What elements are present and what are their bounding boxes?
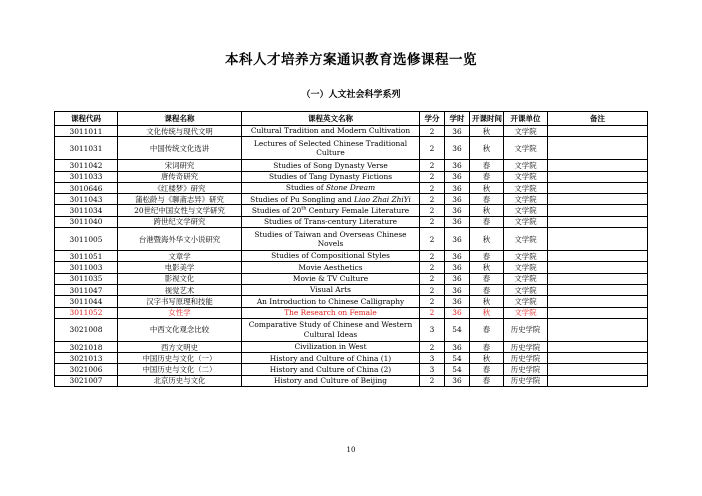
course-hours-cell: 36 bbox=[445, 341, 470, 352]
course-hours-cell: 36 bbox=[445, 307, 470, 318]
course-hours-cell: 36 bbox=[445, 182, 470, 193]
page-title: 本科人才培养方案通识教育选修课程一览 bbox=[225, 52, 477, 68]
course-hours-cell: 36 bbox=[445, 216, 470, 227]
course-name-cell: 《红楼梦》研究 bbox=[118, 182, 242, 193]
course-credit-cell: 2 bbox=[420, 296, 445, 307]
course-remark-cell bbox=[548, 194, 648, 205]
course-term-cell: 秋 bbox=[470, 353, 504, 364]
course-unit-cell: 历史学院 bbox=[504, 353, 548, 364]
course-remark-cell bbox=[548, 228, 648, 251]
course-hours-cell: 36 bbox=[445, 171, 470, 182]
course-hours-cell: 54 bbox=[445, 364, 470, 375]
course-unit-cell: 历史学院 bbox=[504, 318, 548, 341]
course-remark-cell bbox=[548, 364, 648, 375]
course-hours-cell: 36 bbox=[445, 137, 470, 160]
course-remark-cell bbox=[548, 171, 648, 182]
course-unit-cell: 文学院 bbox=[504, 182, 548, 193]
course-remark-cell bbox=[548, 341, 648, 352]
course-name-cell: 影视文化 bbox=[118, 273, 242, 284]
course-remark-cell bbox=[548, 273, 648, 284]
course-remark-cell bbox=[548, 353, 648, 364]
course-table bbox=[54, 111, 648, 387]
header-english: 课程英文名称 bbox=[242, 112, 420, 126]
course-remark-cell bbox=[548, 126, 648, 137]
course-unit-cell: 文学院 bbox=[504, 137, 548, 160]
course-remark-cell bbox=[548, 284, 648, 295]
course-term-cell: 春 bbox=[470, 375, 504, 386]
course-code-cell: 3011031 bbox=[55, 137, 118, 160]
course-remark-cell bbox=[548, 375, 648, 386]
course-hours-cell: 36 bbox=[445, 194, 470, 205]
course-hours-cell: 36 bbox=[445, 160, 470, 171]
course-name-cell: 文化传统与现代文明 bbox=[118, 126, 242, 137]
course-code-cell: 3010646 bbox=[55, 182, 118, 193]
course-code-cell: 3011047 bbox=[55, 284, 118, 295]
course-remark-cell bbox=[548, 216, 648, 227]
course-hours-cell: 36 bbox=[445, 251, 470, 262]
english-title-part: Studies of bbox=[285, 183, 326, 193]
course-unit-cell: 文学院 bbox=[504, 251, 548, 262]
course-credit-cell: 3 bbox=[420, 318, 445, 341]
course-hours-cell: 36 bbox=[445, 262, 470, 273]
course-english-cell: Lectures of Selected Chinese Traditional Culture bbox=[242, 137, 420, 160]
course-hours-cell: 36 bbox=[445, 296, 470, 307]
course-term-cell: 春 bbox=[470, 318, 504, 341]
course-hours-cell: 36 bbox=[445, 228, 470, 251]
course-english-cell: Visual Arts bbox=[242, 284, 420, 295]
course-unit-cell: 文学院 bbox=[504, 228, 548, 251]
course-remark-cell bbox=[548, 251, 648, 262]
table-row bbox=[55, 375, 648, 386]
table-row bbox=[55, 216, 648, 227]
course-code-cell: 3021013 bbox=[55, 353, 118, 364]
course-english-cell bbox=[242, 182, 420, 193]
table-row bbox=[55, 262, 648, 273]
course-name-cell: 中西文化观念比较 bbox=[118, 318, 242, 341]
table-row bbox=[55, 307, 648, 318]
course-english-cell: History and Culture of Beijing bbox=[242, 375, 420, 386]
course-term-cell: 春 bbox=[470, 160, 504, 171]
course-english-cell: Studies of Song Dynasty Verse bbox=[242, 160, 420, 171]
course-remark-cell bbox=[548, 205, 648, 216]
course-unit-cell: 文学院 bbox=[504, 171, 548, 182]
course-english-cell: The Research on Female bbox=[242, 307, 420, 318]
course-credit-cell: 2 bbox=[420, 137, 445, 160]
course-remark-cell bbox=[548, 296, 648, 307]
course-term-cell: 秋 bbox=[470, 126, 504, 137]
course-code-cell: 3011003 bbox=[55, 262, 118, 273]
course-name-cell: 中国历史与文化（一） bbox=[118, 353, 242, 364]
course-code-cell: 3011011 bbox=[55, 126, 118, 137]
course-term-cell: 春 bbox=[470, 284, 504, 295]
table-row bbox=[55, 171, 648, 182]
course-english-cell bbox=[242, 194, 420, 205]
course-english-cell: History and Culture of China (2) bbox=[242, 364, 420, 375]
course-code-cell: 3011042 bbox=[55, 160, 118, 171]
course-term-cell: 秋 bbox=[470, 296, 504, 307]
course-unit-cell: 历史学院 bbox=[504, 364, 548, 375]
table-row bbox=[55, 205, 648, 216]
english-title-italic: Stone Dream bbox=[325, 183, 376, 193]
course-english-cell: Movie & TV Culture bbox=[242, 273, 420, 284]
course-english-cell: Studies of Taiwan and Overseas Chinese Novels bbox=[242, 228, 420, 251]
course-hours-cell: 36 bbox=[445, 126, 470, 137]
course-unit-cell: 文学院 bbox=[504, 126, 548, 137]
course-hours-cell: 36 bbox=[445, 284, 470, 295]
header-unit: 开课单位 bbox=[504, 112, 548, 126]
course-credit-cell: 2 bbox=[420, 182, 445, 193]
table-header-row bbox=[55, 112, 648, 126]
course-remark-cell bbox=[548, 307, 648, 318]
course-hours-cell: 54 bbox=[445, 353, 470, 364]
course-name-cell: 文章学 bbox=[118, 251, 242, 262]
course-code-cell: 3011035 bbox=[55, 273, 118, 284]
course-hours-cell: 36 bbox=[445, 273, 470, 284]
table-row bbox=[55, 228, 648, 251]
course-name-cell: 唐传奇研究 bbox=[118, 171, 242, 182]
table-row bbox=[55, 126, 648, 137]
course-name-cell: 中国历史与文化（二） bbox=[118, 364, 242, 375]
course-english-cell: Studies of Trans-century Literature bbox=[242, 216, 420, 227]
table-row bbox=[55, 251, 648, 262]
course-unit-cell: 文学院 bbox=[504, 194, 548, 205]
course-credit-cell: 2 bbox=[420, 375, 445, 386]
course-term-cell: 秋 bbox=[470, 137, 504, 160]
course-unit-cell: 文学院 bbox=[504, 273, 548, 284]
course-english-cell: An Introduction to Chinese Calligraphy bbox=[242, 296, 420, 307]
course-term-cell: 春 bbox=[470, 194, 504, 205]
course-credit-cell: 2 bbox=[420, 171, 445, 182]
course-term-cell: 秋 bbox=[470, 182, 504, 193]
header-hours: 学时 bbox=[445, 112, 470, 126]
course-name-cell: 西方文明史 bbox=[118, 341, 242, 352]
course-remark-cell bbox=[548, 262, 648, 273]
header-code: 课程代码 bbox=[55, 112, 118, 126]
course-name-cell: 视觉艺术 bbox=[118, 284, 242, 295]
table-row bbox=[55, 353, 648, 364]
table-row bbox=[55, 137, 648, 160]
table-row bbox=[55, 341, 648, 352]
course-unit-cell: 文学院 bbox=[504, 284, 548, 295]
header-name: 课程名称 bbox=[118, 112, 242, 126]
course-credit-cell: 2 bbox=[420, 126, 445, 137]
course-name-cell: 中国传统文化选讲 bbox=[118, 137, 242, 160]
course-term-cell: 春 bbox=[470, 251, 504, 262]
course-remark-cell bbox=[548, 137, 648, 160]
course-credit-cell: 2 bbox=[420, 228, 445, 251]
course-english-cell bbox=[242, 205, 420, 216]
course-english-cell: Comparative Study of Chinese and Western Cultural Ideas bbox=[242, 318, 420, 341]
english-title-part: Studies of Pu Songling and bbox=[250, 194, 354, 204]
english-title-superscript: th bbox=[301, 205, 307, 212]
course-credit-cell: 3 bbox=[420, 364, 445, 375]
course-code-cell: 3021018 bbox=[55, 341, 118, 352]
course-remark-cell bbox=[548, 318, 648, 341]
table-row bbox=[55, 364, 648, 375]
header-remark: 备注 bbox=[548, 112, 648, 126]
course-unit-cell: 历史学院 bbox=[504, 375, 548, 386]
course-code-cell: 3011052 bbox=[55, 307, 118, 318]
header-credit: 学分 bbox=[420, 112, 445, 126]
course-name-cell: 北京历史与文化 bbox=[118, 375, 242, 386]
course-code-cell: 3021008 bbox=[55, 318, 118, 341]
course-credit-cell: 2 bbox=[420, 194, 445, 205]
course-credit-cell: 2 bbox=[420, 205, 445, 216]
course-remark-cell bbox=[548, 182, 648, 193]
course-code-cell: 3011040 bbox=[55, 216, 118, 227]
table-row bbox=[55, 284, 648, 295]
course-code-cell: 3021006 bbox=[55, 364, 118, 375]
course-english-cell: Cultural Tradition and Modern Cultivation bbox=[242, 126, 420, 137]
course-term-cell: 秋 bbox=[470, 228, 504, 251]
course-credit-cell: 2 bbox=[420, 341, 445, 352]
course-term-cell: 春 bbox=[470, 171, 504, 182]
course-code-cell: 3011043 bbox=[55, 194, 118, 205]
course-unit-cell: 文学院 bbox=[504, 307, 548, 318]
course-credit-cell: 2 bbox=[420, 262, 445, 273]
course-code-cell: 3011033 bbox=[55, 171, 118, 182]
course-unit-cell: 文学院 bbox=[504, 296, 548, 307]
page-number: 10 bbox=[346, 446, 356, 454]
course-hours-cell: 36 bbox=[445, 205, 470, 216]
course-credit-cell: 2 bbox=[420, 273, 445, 284]
course-hours-cell: 54 bbox=[445, 318, 470, 341]
course-credit-cell: 2 bbox=[420, 307, 445, 318]
course-code-cell: 3011005 bbox=[55, 228, 118, 251]
course-term-cell: 春 bbox=[470, 216, 504, 227]
course-term-cell: 秋 bbox=[470, 262, 504, 273]
course-unit-cell: 历史学院 bbox=[504, 341, 548, 352]
section-title: （一）人文社会科学系列 bbox=[301, 90, 401, 100]
table-row bbox=[55, 194, 648, 205]
course-credit-cell: 2 bbox=[420, 251, 445, 262]
table-row bbox=[55, 182, 648, 193]
course-term-cell: 秋 bbox=[470, 307, 504, 318]
course-name-cell: 20世纪中国女性与文学研究 bbox=[118, 205, 242, 216]
course-english-cell: Studies of Compositional Styles bbox=[242, 251, 420, 262]
course-credit-cell: 2 bbox=[420, 284, 445, 295]
english-title-part: Studies of 20 bbox=[251, 205, 302, 215]
english-title-part: Century Female Literature bbox=[306, 205, 410, 215]
course-name-cell: 电影美学 bbox=[118, 262, 242, 273]
course-term-cell: 春 bbox=[470, 341, 504, 352]
course-name-cell: 蒲松龄与《聊斋志异》研究 bbox=[118, 194, 242, 205]
table-row bbox=[55, 273, 648, 284]
english-title-italic: Liao Zhai ZhiYi bbox=[353, 194, 411, 204]
course-english-cell: Studies of Tang Dynasty Fictions bbox=[242, 171, 420, 182]
course-credit-cell: 3 bbox=[420, 353, 445, 364]
course-name-cell: 台港暨海外华文小说研究 bbox=[118, 228, 242, 251]
course-code-cell: 3021007 bbox=[55, 375, 118, 386]
course-term-cell: 春 bbox=[470, 364, 504, 375]
course-english-cell: Civilization in West bbox=[242, 341, 420, 352]
course-term-cell: 春 bbox=[470, 273, 504, 284]
course-name-cell: 汉字书写原理和技能 bbox=[118, 296, 242, 307]
table-row bbox=[55, 318, 648, 341]
course-name-cell: 女性学 bbox=[118, 307, 242, 318]
course-code-cell: 3011034 bbox=[55, 205, 118, 216]
course-remark-cell bbox=[548, 160, 648, 171]
course-term-cell: 秋 bbox=[470, 205, 504, 216]
course-code-cell: 3011051 bbox=[55, 251, 118, 262]
course-table-body bbox=[55, 126, 648, 387]
course-code-cell: 3011044 bbox=[55, 296, 118, 307]
table-row bbox=[55, 160, 648, 171]
table-row bbox=[55, 296, 648, 307]
course-credit-cell: 2 bbox=[420, 216, 445, 227]
course-unit-cell: 文学院 bbox=[504, 160, 548, 171]
course-english-cell: History and Culture of China (1) bbox=[242, 353, 420, 364]
course-unit-cell: 文学院 bbox=[504, 205, 548, 216]
course-unit-cell: 文学院 bbox=[504, 262, 548, 273]
course-hours-cell: 36 bbox=[445, 375, 470, 386]
course-credit-cell: 2 bbox=[420, 160, 445, 171]
header-term: 开课时间 bbox=[470, 112, 504, 126]
course-unit-cell: 文学院 bbox=[504, 216, 548, 227]
course-name-cell: 宋词研究 bbox=[118, 160, 242, 171]
course-english-cell: Movie Aesthetics bbox=[242, 262, 420, 273]
course-name-cell: 跨世纪文学研究 bbox=[118, 216, 242, 227]
